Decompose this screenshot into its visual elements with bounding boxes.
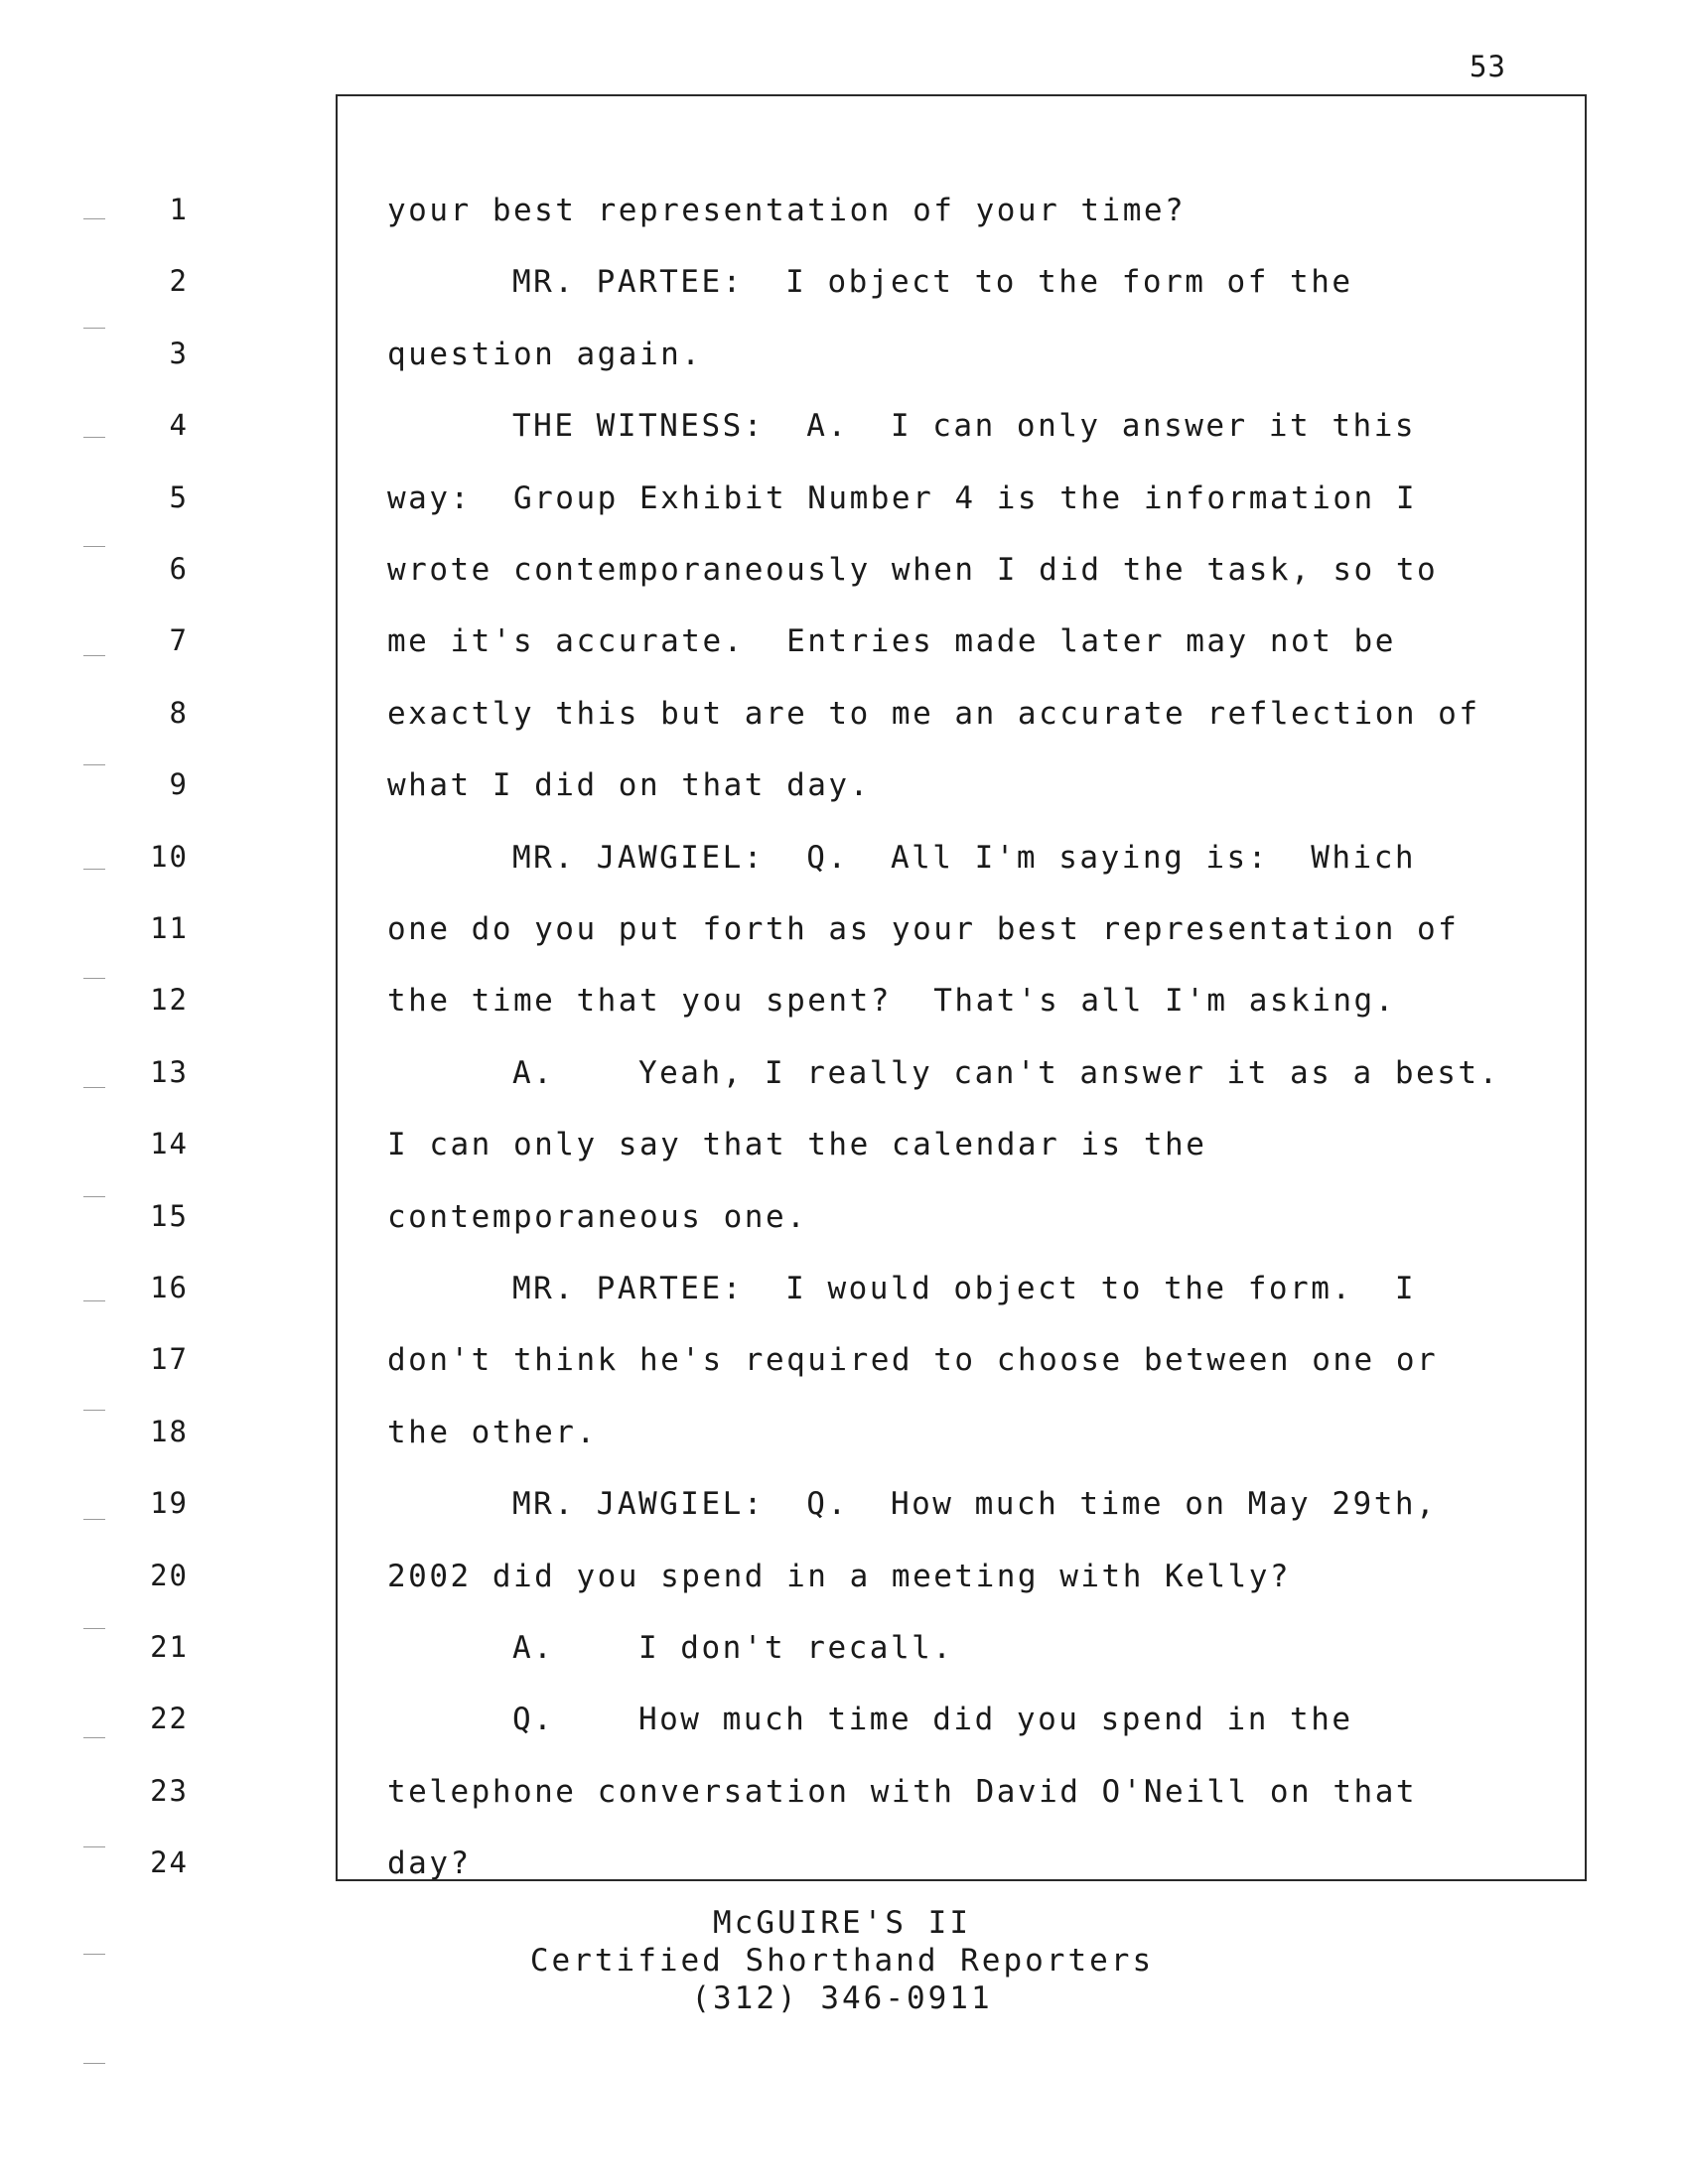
- line-number: 7: [169, 623, 189, 657]
- line-text: telephone conversation with David O'Neill on that: [387, 1774, 1418, 1810]
- margin-tick: [83, 1628, 105, 1629]
- line-number: 1: [169, 193, 189, 226]
- line-number: 6: [169, 552, 189, 586]
- line-text: way: Group Exhibit Number 4 is the information I: [387, 480, 1418, 516]
- line-number: 8: [169, 696, 189, 730]
- transcript-line: [0, 1630, 1549, 1690]
- line-number: 5: [169, 480, 189, 514]
- line-text: day?: [387, 1845, 472, 1881]
- transcript-line: [0, 696, 1549, 755]
- line-number: 4: [169, 408, 189, 442]
- line-text: A. Yeah, I really can't answer it as a best.: [512, 1055, 1500, 1091]
- transcript-line: [0, 264, 1549, 324]
- line-number: 9: [169, 767, 189, 801]
- line-text: MR. JAWGIEL: Q. How much time on May 29th,: [512, 1486, 1438, 1522]
- transcript-line: [0, 1845, 1549, 1905]
- footer-company: McGUIRE'S II: [713, 1905, 971, 1941]
- line-number: 18: [150, 1415, 189, 1448]
- margin-tick: [83, 1519, 105, 1520]
- transcript-line: [0, 983, 1549, 1042]
- transcript-line: [0, 1271, 1549, 1330]
- transcript-line: [0, 480, 1549, 540]
- margin-tick: [83, 978, 105, 979]
- line-text: MR. JAWGIEL: Q. All I'm saying is: Which: [512, 840, 1417, 876]
- line-number: 13: [150, 1055, 189, 1089]
- transcript-line: [0, 911, 1549, 971]
- line-text: don't think he's required to choose between one or: [387, 1342, 1439, 1378]
- margin-tick: [83, 218, 105, 219]
- line-text: exactly this but are to me an accurate reflection of: [387, 696, 1480, 732]
- line-text: one do you put forth as your best representation of: [387, 911, 1460, 947]
- margin-tick: [83, 1846, 105, 1847]
- line-number: 15: [150, 1199, 189, 1233]
- margin-tick: [83, 655, 105, 656]
- margin-tick: [83, 1196, 105, 1197]
- footer-tagline: Certified Shorthand Reporters: [529, 1943, 1155, 1979]
- line-number: 17: [150, 1342, 189, 1376]
- line-text: 2002 did you spend in a meeting with Kelly?: [387, 1559, 1292, 1594]
- transcript-line: [0, 1559, 1549, 1618]
- line-text: I can only say that the calendar is the: [387, 1127, 1207, 1162]
- margin-tick: [83, 764, 105, 765]
- transcript-line: [0, 1702, 1549, 1761]
- transcript-line: [0, 193, 1549, 252]
- page-number: 53: [1470, 50, 1506, 83]
- line-number: 19: [150, 1486, 189, 1520]
- line-text: contemporaneous one.: [387, 1199, 808, 1235]
- line-number: 11: [150, 911, 189, 945]
- line-number: 22: [150, 1702, 189, 1735]
- margin-tick: [83, 1954, 105, 1955]
- line-text: question again.: [387, 337, 703, 372]
- line-text: THE WITNESS: A. I can only answer it this: [512, 408, 1417, 444]
- line-number: 12: [150, 983, 189, 1017]
- line-text: your best representation of your time?: [387, 193, 1187, 228]
- line-text: the time that you spent? That's all I'm asking.: [387, 983, 1396, 1019]
- transcript-line: [0, 1055, 1549, 1115]
- line-text: what I did on that day.: [387, 767, 871, 803]
- line-number: 20: [150, 1559, 189, 1592]
- line-number: 16: [150, 1271, 189, 1304]
- margin-tick: [83, 869, 105, 870]
- line-number: 23: [150, 1774, 189, 1808]
- line-number: 21: [150, 1630, 189, 1664]
- footer-phone: (312) 346-0911: [691, 1980, 993, 2016]
- line-number: 2: [169, 264, 189, 298]
- reporter-footer: [0, 1904, 1684, 2017]
- line-number: 24: [150, 1845, 189, 1879]
- transcript-line: [0, 1415, 1549, 1474]
- transcript-line: [0, 552, 1549, 612]
- transcript-line: [0, 1127, 1549, 1186]
- line-text: Q. How much time did you spend in the: [512, 1702, 1353, 1737]
- line-text: MR. PARTEE: I would object to the form. I: [512, 1271, 1417, 1306]
- margin-tick: [83, 1300, 105, 1301]
- transcript-line: [0, 840, 1549, 899]
- line-number: 14: [150, 1127, 189, 1160]
- margin-tick: [83, 1410, 105, 1411]
- transcript-line: [0, 1486, 1549, 1546]
- transcript-line: [0, 1199, 1549, 1259]
- transcript-line: [0, 767, 1549, 827]
- transcript-line: [0, 1774, 1549, 1834]
- margin-tick: [83, 328, 105, 329]
- margin-tick: [83, 1087, 105, 1088]
- line-text: MR. PARTEE: I object to the form of the: [512, 264, 1353, 300]
- line-text: A. I don't recall.: [512, 1630, 954, 1666]
- line-number: 10: [150, 840, 189, 874]
- line-text: me it's accurate. Entries made later may not be: [387, 623, 1396, 659]
- margin-tick: [83, 437, 105, 438]
- line-number: 3: [169, 337, 189, 370]
- line-text: the other.: [387, 1415, 598, 1450]
- margin-tick: [83, 1737, 105, 1738]
- margin-tick: [83, 2063, 105, 2064]
- transcript-line: [0, 623, 1549, 683]
- line-text: wrote contemporaneously when I did the task, so to: [387, 552, 1439, 588]
- margin-tick: [83, 546, 105, 547]
- transcript-line: [0, 337, 1549, 396]
- transcript-line: [0, 1342, 1549, 1402]
- transcript-line: [0, 408, 1549, 468]
